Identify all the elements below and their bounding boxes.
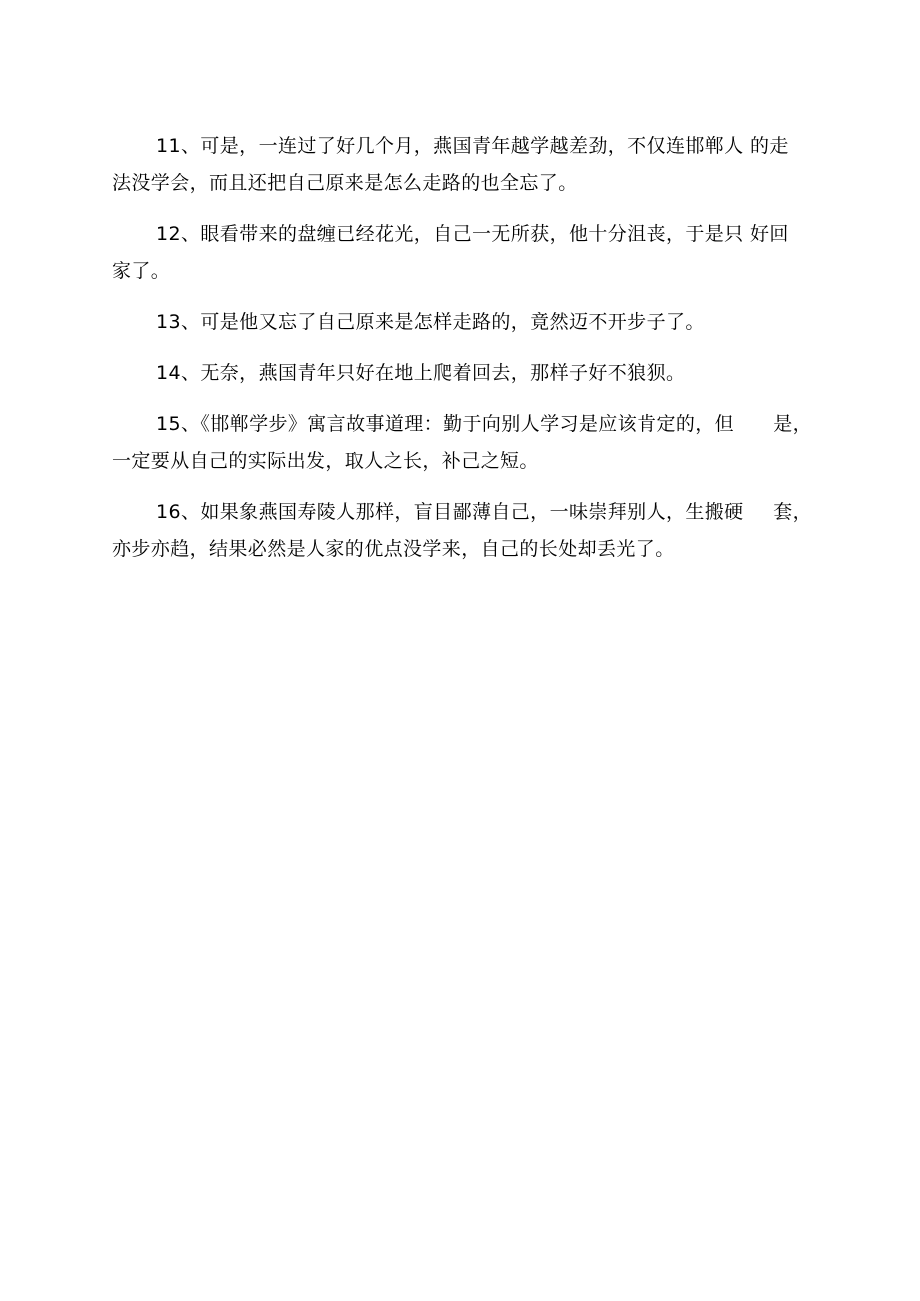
- paragraph-14: [112, 355, 812, 392]
- document-body: [112, 128, 812, 582]
- paragraph-15: [112, 406, 812, 480]
- paragraph-line-segment: 套，: [773, 501, 812, 523]
- paragraph-line: 14、无奈，燕国青年只好在地上爬着回去，那样子好不狼狈。: [156, 362, 686, 384]
- paragraph-line: 11、可是，一连过了好几个月，燕国青年越学越差劲，不仅连邯郸人 的走: [156, 135, 789, 157]
- paragraph-line: 13、可是他又忘了自己原来是怎样走路的，竟然迈不开步子了。: [156, 311, 705, 333]
- paragraph-line: [112, 406, 812, 443]
- paragraph-line: 亦步亦趋，结果必然是人家的优点没学来，自己的长处却丢光了。: [112, 538, 675, 560]
- paragraph-16: [112, 494, 812, 568]
- paragraph-line: 法没学会，而且还把自己原来是怎么走路的也全忘了。: [112, 172, 578, 194]
- paragraph-11: [112, 128, 812, 202]
- paragraph-12: [112, 216, 812, 290]
- paragraph-line-segment: 16、如果象燕国寿陵人那样，盲目鄙薄自己，一味崇拜别人，生搬硬: [156, 501, 744, 523]
- paragraph-line: 一定要从自己的实际出发，取人之长，补己之短。: [112, 450, 539, 472]
- paragraph-13: [112, 304, 812, 341]
- paragraph-line: [112, 494, 812, 531]
- paragraph-line: 12、眼看带来的盘缠已经花光，自己一无所获，他十分沮丧，于是只 好回: [156, 223, 789, 245]
- paragraph-line-segment: 15、《邯郸学步》寓言故事道理：勤于向别人学习是应该肯定的，但: [156, 413, 735, 435]
- paragraph-line-segment: 是，: [773, 413, 812, 435]
- paragraph-line: 家了。: [112, 260, 171, 282]
